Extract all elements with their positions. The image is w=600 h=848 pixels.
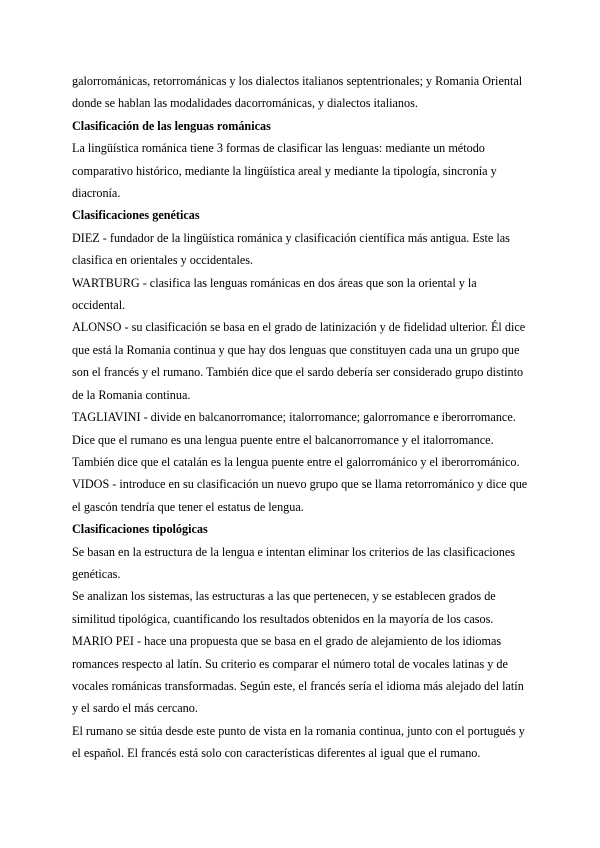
paragraph-vidos: VIDOS - introduce en su clasificación un nuevo grupo que se llama retorrománico y dice que el gascón tendría que tener el estatus de lengua. (72, 477, 528, 514)
heading-clasificaciones-tipologicas: Clasificaciones tipológicas (72, 522, 208, 537)
paragraph-romania-oriental: galorrománicas, retorrománicas y los dialectos italianos septentrionales; y Romania Oriental donde se hablan las modalidades dacorrománicas, y dialectos italianos. (72, 74, 523, 111)
paragraph-tagliavini: TAGLIAVINI - divide en balcanorromance; italorromance; galorromance e iberorromance. Dice que el rumano es una lengua puente entre el balcanorromance y el italorromance. También dice que el catalán es la lengua puente entre el galorrománico y el iberorrománico. (72, 410, 520, 469)
heading-clasificaciones-geneticas: Clasificaciones genéticas (72, 208, 200, 223)
heading-clasificacion-lenguas-romanicas: Clasificación de las lenguas románicas (72, 118, 271, 133)
paragraph-formas-clasificar: La lingüística románica tiene 3 formas de clasificar las lenguas: mediante un método comparativo histórico, mediante la lingüística areal y mediante la tipología, sincronía y diacronía. (72, 141, 497, 201)
paragraph-estructura-lengua: Se basan en la estructura de la lengua e intentan eliminar los criterios de las clasificaciones genéticas. (72, 544, 515, 581)
paragraph-rumano-romania-continua: El rumano se sitúa desde este punto de vista en la romania continua, junto con el portugués y el español. El francés está solo con características diferentes al igual que el rumano. (72, 723, 525, 761)
paragraph-mario-pei: MARIO PEI - hace una propuesta que se basa en el grado de alejamiento de los idiomas romances respecto al latín. Su criterio es comparar el número total de vocales latinas y de vocales románicas transformadas. Según este, el francés sería el idioma más alejado del latín y el sardo el más cercano. (72, 634, 524, 716)
paragraph-wartburg: WARTBURG - clasifica las lenguas románicas en dos áreas que son la oriental y la occidental. (72, 275, 477, 313)
paragraph-analisis-sistemas: Se analizan los sistemas, las estructuras a las que pertenecen, y se establecen grados de similitud tipológica, cuantificando los resultados obtenidos en la mayoría de los casos. (72, 589, 496, 626)
paragraph-diez: DIEZ - fundador de la lingüística románica y clasificación científica más antigua. Este las clasifica en orientales y occidentales. (72, 230, 510, 268)
document-page (72, 70, 532, 765)
paragraph-alonso: ALONSO - su clasificación se basa en el grado de latinización y de fidelidad ulterior. Él dice que está la Romania continua y que hay dos lenguas que constituyen cada una un grupo que son el francés y el rumano. También dice que el sardo debería ser considerado grupo distinto de la Romania continua. (72, 320, 526, 402)
